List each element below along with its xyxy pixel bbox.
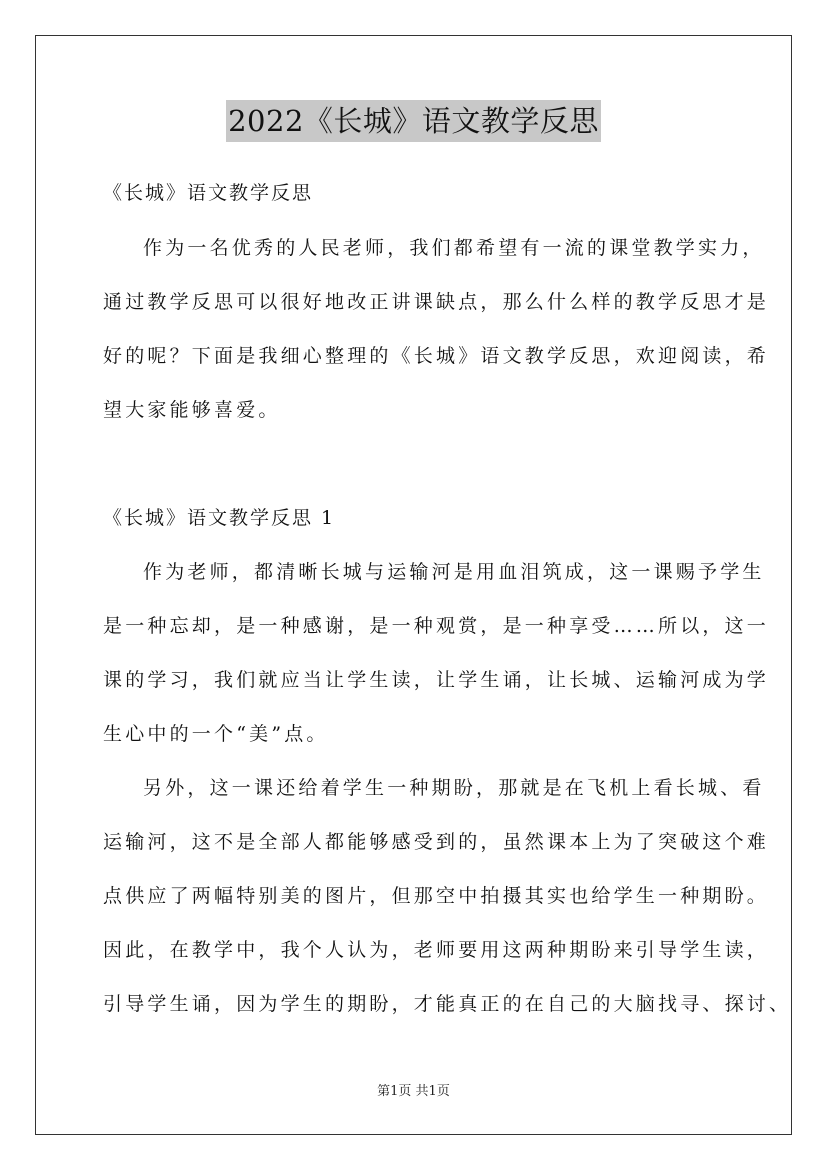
intro-heading: 《长城》语文教学反思 [103,182,314,204]
section1-para1-line-4: 生心中的一个“美”点。 [103,723,329,745]
title-wrap [0,100,827,142]
page-footer: 第1页 共1页 [377,1084,450,1099]
section1-heading: 《长城》语文教学反思 1 [103,507,336,529]
section1-para2-line-4: 因此，在教学中，我个人认为，老师要用这两种期盼来引导学生读， [103,939,770,961]
section1-para2-line-2: 运输河，这不是全部人都能够感受到的，虽然课本上为了突破这个难 [103,831,770,853]
section1-para1-line-1: 作为老师，都清晰长城与运输河是用血泪筑成，这一课赐予学生 [143,561,765,583]
section1-para1-line-3: 课的学习，我们就应当让学生读，让学生诵，让长城、运输河成为学 [103,669,770,691]
intro-line-2: 通过教学反思可以很好地改正讲课缺点，那么什么样的教学反思才是 [103,291,770,313]
intro-line-3: 好的呢？下面是我细心整理的《长城》语文教学反思，欢迎阅读，希 [103,345,770,367]
intro-line-1: 作为一名优秀的人民老师，我们都希望有一流的课堂教学实力， [143,237,765,259]
section1-para2-line-1: 另外，这一课还给着学生一种期盼，那就是在飞机上看长城、看 [143,777,765,799]
document-title: 2022《长城》语文教学反思 [226,100,601,142]
section1-para2-line-3: 点供应了两幅特别美的图片，但那空中拍摄其实也给学生一种期盼。 [103,885,770,907]
section1-para1-line-2: 是一种忘却，是一种感谢，是一种观赏，是一种享受……所以，这一 [103,615,770,637]
section1-para2-line-5: 引导学生诵，因为学生的期盼，才能真正的在自己的大脑找寻、探讨、 [103,993,792,1015]
intro-line-4: 望大家能够喜爱。 [103,399,281,421]
